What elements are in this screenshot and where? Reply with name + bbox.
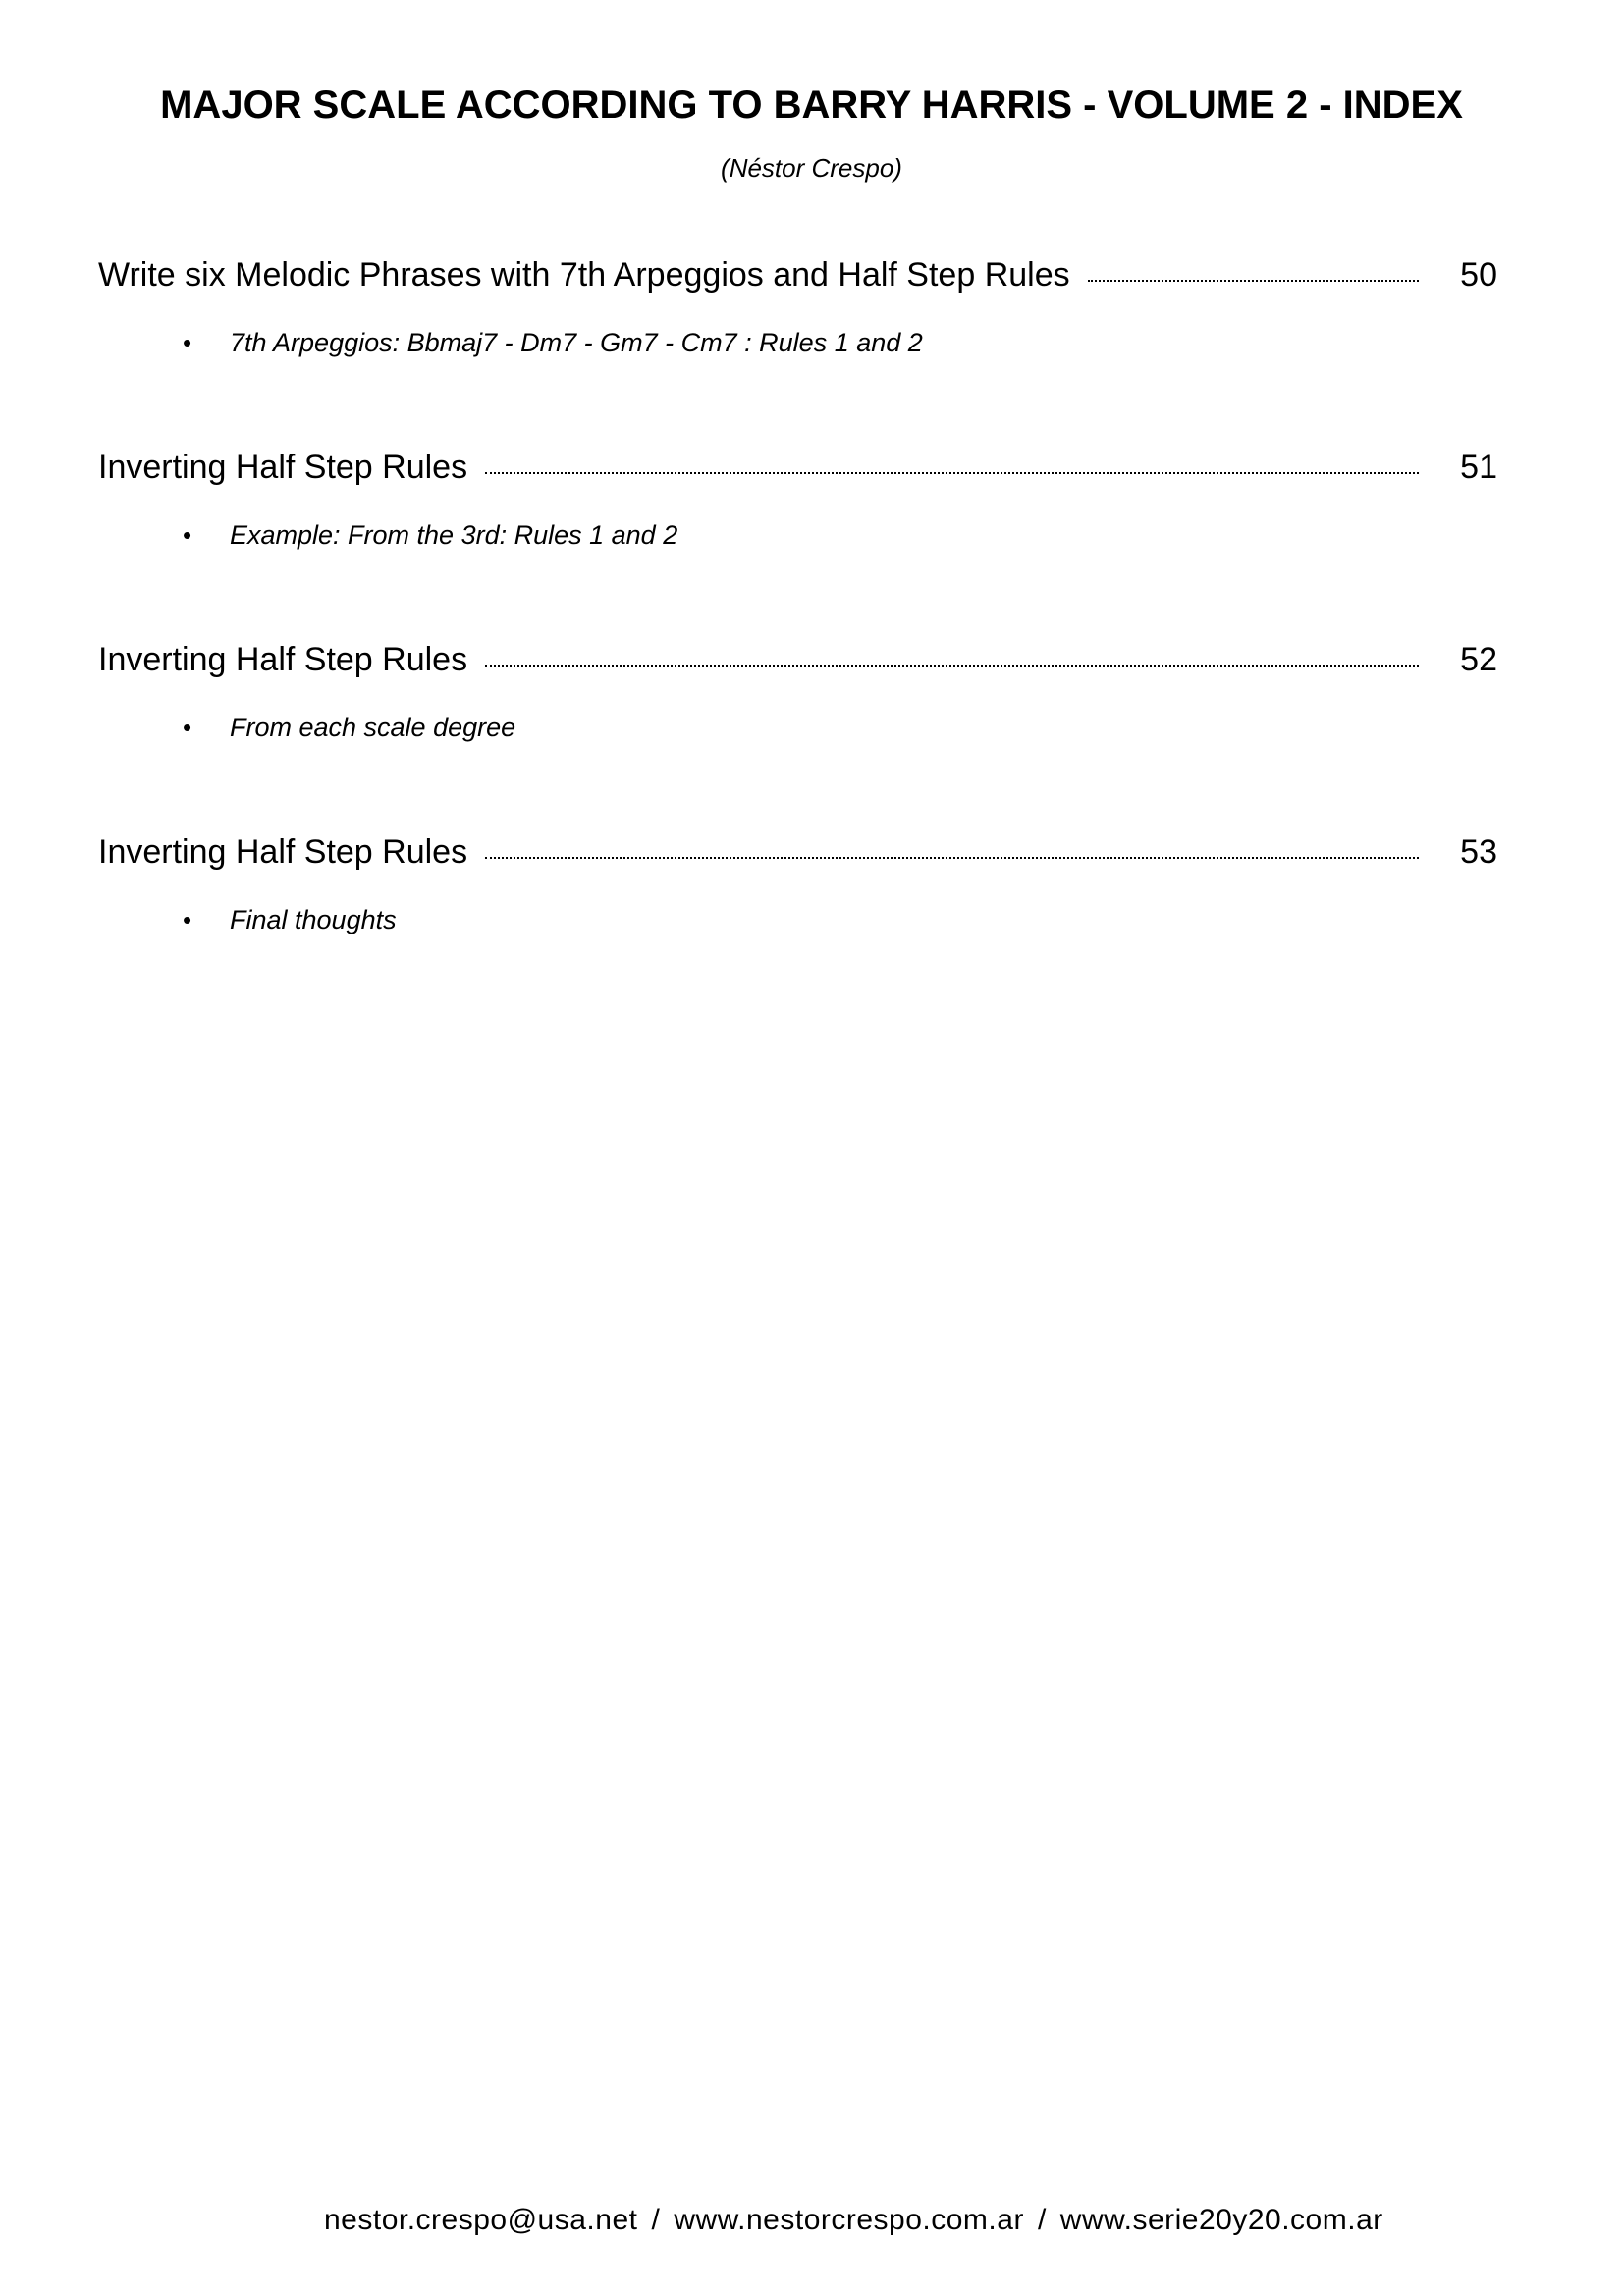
toc-subitem-text: 7th Arpeggios: Bbmaj7 - Dm7 - Gm7 - Cm7 : Rules 1 and 2: [230, 328, 923, 357]
footer-website-link[interactable]: www.serie20y20.com.ar: [1059, 2204, 1383, 2236]
author-name: (Néstor Crespo): [721, 153, 902, 183]
bullet-icon: •: [183, 905, 192, 934]
toc-page-number: 51: [1460, 449, 1497, 486]
toc-entry-row: [98, 443, 1497, 492]
toc-subitem: [98, 902, 1497, 937]
toc-subitem-text: Final thoughts: [230, 905, 397, 934]
toc-subitem-text: From each scale degree: [230, 713, 516, 742]
toc-subitem: [98, 325, 1497, 360]
toc-entry-title: Write six Melodic Phrases with 7th Arpeggios and Half Step Rules: [98, 256, 1070, 294]
toc-entry-title: Inverting Half Step Rules: [98, 641, 468, 678]
toc-entry-row: [98, 635, 1497, 684]
toc-subitem: [98, 517, 1497, 553]
footer-contact: [324, 2201, 1502, 2240]
dot-leader: [1088, 280, 1419, 282]
bullet-icon: •: [183, 520, 192, 550]
dot-leader: [485, 857, 1419, 859]
table-of-contents: [98, 250, 1497, 1020]
toc-page-number: 53: [1460, 833, 1497, 871]
toc-page-number: 52: [1460, 641, 1497, 678]
toc-subitem-text: Example: From the 3rd: Rules 1 and 2: [230, 520, 678, 550]
toc-page-number: 50: [1460, 256, 1497, 294]
toc-entry: [98, 443, 1497, 635]
toc-entry: [98, 828, 1497, 1020]
toc-entry: [98, 635, 1497, 828]
dot-leader: [485, 665, 1419, 667]
toc-entry: [98, 250, 1497, 443]
toc-entry-row: [98, 250, 1497, 299]
toc-entry-title: Inverting Half Step Rules: [98, 833, 468, 871]
dot-leader: [485, 472, 1419, 474]
toc-entry-row: [98, 828, 1497, 877]
footer-website-link[interactable]: www.nestorcrespo.com.ar: [674, 2204, 1024, 2236]
bullet-icon: •: [183, 328, 192, 357]
footer-separator: /: [651, 2204, 661, 2236]
toc-subitem: [98, 710, 1497, 745]
page-title: MAJOR SCALE ACCORDING TO BARRY HARRIS - VOLUME 2 - INDEX: [160, 83, 1463, 127]
toc-entry-title: Inverting Half Step Rules: [98, 449, 468, 486]
bullet-icon: •: [183, 713, 192, 742]
footer-email[interactable]: nestor.crespo@usa.net: [324, 2204, 638, 2236]
footer-separator: /: [1037, 2204, 1047, 2236]
